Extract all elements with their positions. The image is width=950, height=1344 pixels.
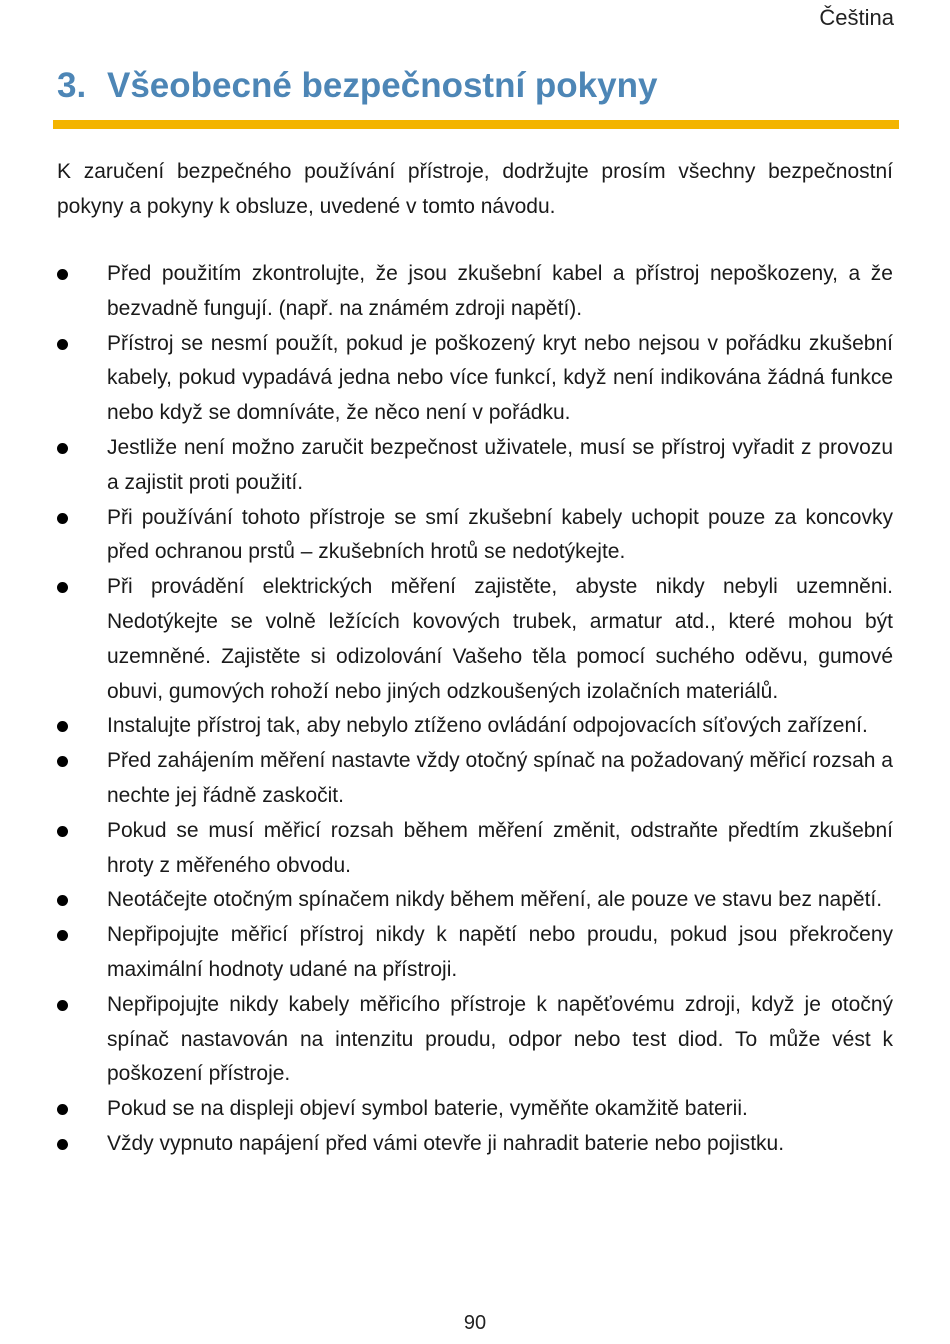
list-item-text: Přístroj se nesmí použít, pokud je poškozený kryt nebo nejsou v pořádku zkušební kabely, pokud vypadává jedna nebo více funkcí, když není indikována žádná funkce nebo když se domníváte, že něco není v pořádku. (107, 331, 893, 425)
section-number: 3. (57, 66, 87, 105)
list-item (57, 709, 893, 744)
list-item-text: Instalujte přístroj tak, aby nebylo ztíženo ovládání odpojovacích síťových zařízení. (107, 714, 868, 738)
bullet-icon (57, 513, 68, 524)
list-item (57, 918, 893, 988)
list-item-text: Vždy vypnuto napájení před vámi otevře ji nahradit baterie nebo pojistku. (107, 1131, 785, 1155)
bullet-icon (57, 339, 68, 350)
language-label: Čeština (819, 5, 894, 30)
bullet-icon (57, 1139, 68, 1150)
list-item (57, 570, 893, 709)
list-item (57, 431, 893, 501)
list-item (57, 744, 893, 814)
list-item (57, 1127, 893, 1162)
heading-underline (53, 120, 899, 129)
bullet-icon (57, 582, 68, 593)
list-item (57, 501, 893, 571)
list-item (57, 257, 893, 327)
bullet-icon (57, 1000, 68, 1011)
bullet-icon (57, 721, 68, 732)
page-number: 90 (463, 1312, 487, 1334)
section-heading (57, 66, 657, 106)
list-item (57, 988, 893, 1092)
list-item-text: Před zahájením měření nastavte vždy otočný spínač na požadovaný měřicí rozsah a nechte jej řádně zaskočit. (107, 749, 893, 807)
list-item-text: Při provádění elektrických měření zajistěte, abyste nikdy nebyli uzemněni. Nedotýkejte se volně ležících kovových trubek, armatur atd., které mohou být uzemněné. Zajistěte si odizolování Vašeho těla pomocí suchého oděvu, gumové obuvi, gumových rohoží nebo jiných odzkoušených izolačních materiálů. (107, 575, 893, 703)
intro-paragraph: K zaručení bezpečného používání přístroje, dodržujte prosím všechny bezpečnostní pokyny a pokyny k obsluze, uvedené v tomto návodu. (57, 160, 893, 218)
section-title: Všeobecné bezpečnostní pokyny (107, 66, 658, 105)
list-item (57, 327, 893, 431)
list-item-text: Pokud se na displeji objeví symbol baterie, vyměňte okamžitě baterii. (107, 1097, 748, 1121)
bullet-icon (57, 930, 68, 941)
bullet-icon (57, 895, 68, 906)
list-item-text: Neotáčejte otočným spínačem nikdy během měření, ale pouze ve stavu bez napětí. (107, 888, 883, 912)
list-item-text: Jestliže není možno zaručit bezpečnost uživatele, musí se přístroj vyřadit z provozu a zajistit proti použití. (107, 435, 893, 494)
list-item-text: Pokud se musí měřicí rozsah během měření změnit, odstraňte předtím zkušební hroty z měřeného obvodu. (107, 818, 893, 877)
bullet-icon (57, 826, 68, 837)
list-item-text: Před použitím zkontrolujte, že jsou zkušební kabel a přístroj nepoškozeny, a že bezvadně fungují. (např. na známém zdroji napětí). (107, 262, 893, 320)
list-item-text: Nepřipojujte nikdy kabely měřicího přístroje k napěťovému zdroji, když je otočný spínač nastavován na intenzitu proudu, odpor nebo test diod. To může vést k poškození přístroje. (107, 992, 893, 1086)
safety-instructions-list (57, 257, 893, 1162)
list-item-text: Nepřipojujte měřicí přístroj nikdy k napětí nebo proudu, pokud jsou překročeny maximální hodnoty udané na přístroji. (107, 923, 893, 981)
bullet-icon (57, 1104, 68, 1115)
bullet-icon (57, 269, 68, 280)
bullet-icon (57, 443, 68, 454)
bullet-icon (57, 756, 68, 767)
list-item-text: Při používání tohoto přístroje se smí zkušební kabely uchopit pouze za koncovky před ochranou prstů – zkušebních hrotů se nedotýkejte. (107, 505, 893, 564)
list-item (57, 814, 893, 884)
list-item (57, 883, 893, 918)
list-item (57, 1092, 893, 1127)
